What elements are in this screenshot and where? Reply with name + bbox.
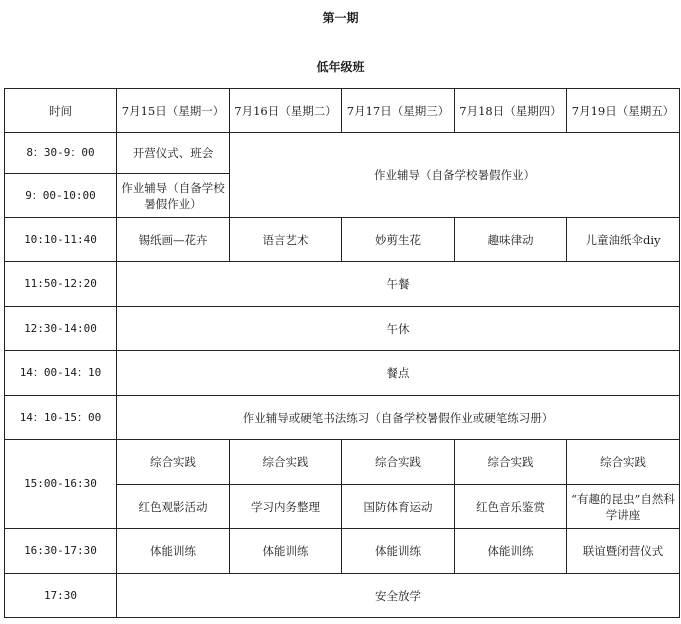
schedule-table xyxy=(4,88,680,618)
schedule-cell: 联谊暨闭营仪式 xyxy=(567,529,680,574)
table-row xyxy=(5,440,680,485)
schedule-cell: 综合实践 xyxy=(230,440,342,485)
schedule-cell: 综合实践 xyxy=(117,440,230,485)
schedule-cell-merged: 午休 xyxy=(117,307,680,351)
header-time: 时间 xyxy=(5,89,117,133)
schedule-cell: 综合实践 xyxy=(567,440,680,485)
table-row xyxy=(5,351,680,396)
table-row xyxy=(5,307,680,351)
time-cell: 8：30-9：00 xyxy=(5,133,117,174)
schedule-cell: 体能训练 xyxy=(117,529,230,574)
schedule-cell: 趣味律动 xyxy=(455,218,567,262)
header-day-3: 7月17日（星期三） xyxy=(342,89,455,133)
table-row xyxy=(5,133,680,174)
period-title: 第一期 xyxy=(322,11,359,25)
schedule-cell-merged: 作业辅导（自备学校暑假作业） xyxy=(230,133,680,218)
time-cell: 14：00-14：10 xyxy=(5,351,117,396)
table-row xyxy=(5,529,680,574)
schedule-cell: 儿童油纸伞diy xyxy=(567,218,680,262)
schedule-cell-merged: 餐点 xyxy=(117,351,680,396)
schedule-cell: 红色音乐鉴赏 xyxy=(455,485,567,529)
schedule-cell: 语言艺术 xyxy=(230,218,342,262)
schedule-cell: 综合实践 xyxy=(342,440,455,485)
class-title: 低年级班 xyxy=(316,60,365,74)
header-day-1: 7月15日（星期一） xyxy=(117,89,230,133)
schedule-cell: “有趣的昆虫”自然科学讲座 xyxy=(567,485,680,529)
time-cell: 14：10-15：00 xyxy=(5,396,117,440)
schedule-cell-merged: 午餐 xyxy=(117,262,680,307)
schedule-cell: 开营仪式、班会 xyxy=(117,133,230,174)
header-day-2: 7月16日（星期二） xyxy=(230,89,342,133)
header-day-4: 7月18日（星期四） xyxy=(455,89,567,133)
schedule-cell-merged: 作业辅导或硬笔书法练习（自备学校暑假作业或硬笔练习册） xyxy=(117,396,680,440)
time-cell: 15:00-16:30 xyxy=(5,440,117,529)
table-row xyxy=(5,218,680,262)
time-cell: 16:30-17:30 xyxy=(5,529,117,574)
schedule-cell: 体能训练 xyxy=(342,529,455,574)
table-row xyxy=(5,262,680,307)
schedule-cell-merged: 安全放学 xyxy=(117,574,680,618)
schedule-cell: 作业辅导（自备学校暑假作业） xyxy=(117,174,230,218)
schedule-cell: 学习内务整理 xyxy=(230,485,342,529)
time-cell: 17:30 xyxy=(5,574,117,618)
table-row xyxy=(5,574,680,618)
table-row xyxy=(5,396,680,440)
time-cell: 11:50-12:20 xyxy=(5,262,117,307)
schedule-cell: 体能训练 xyxy=(230,529,342,574)
schedule-cell: 国防体育运动 xyxy=(342,485,455,529)
schedule-cell: 妙剪生花 xyxy=(342,218,455,262)
header-row xyxy=(5,89,680,133)
schedule-cell: 综合实践 xyxy=(455,440,567,485)
header-day-5: 7月19日（星期五） xyxy=(567,89,680,133)
time-cell: 9：00-10:00 xyxy=(5,174,117,218)
schedule-cell: 体能训练 xyxy=(455,529,567,574)
schedule-cell: 红色观影活动 xyxy=(117,485,230,529)
time-cell: 10:10-11:40 xyxy=(5,218,117,262)
schedule-cell: 锡纸画—花卉 xyxy=(117,218,230,262)
time-cell: 12:30-14:00 xyxy=(5,307,117,351)
